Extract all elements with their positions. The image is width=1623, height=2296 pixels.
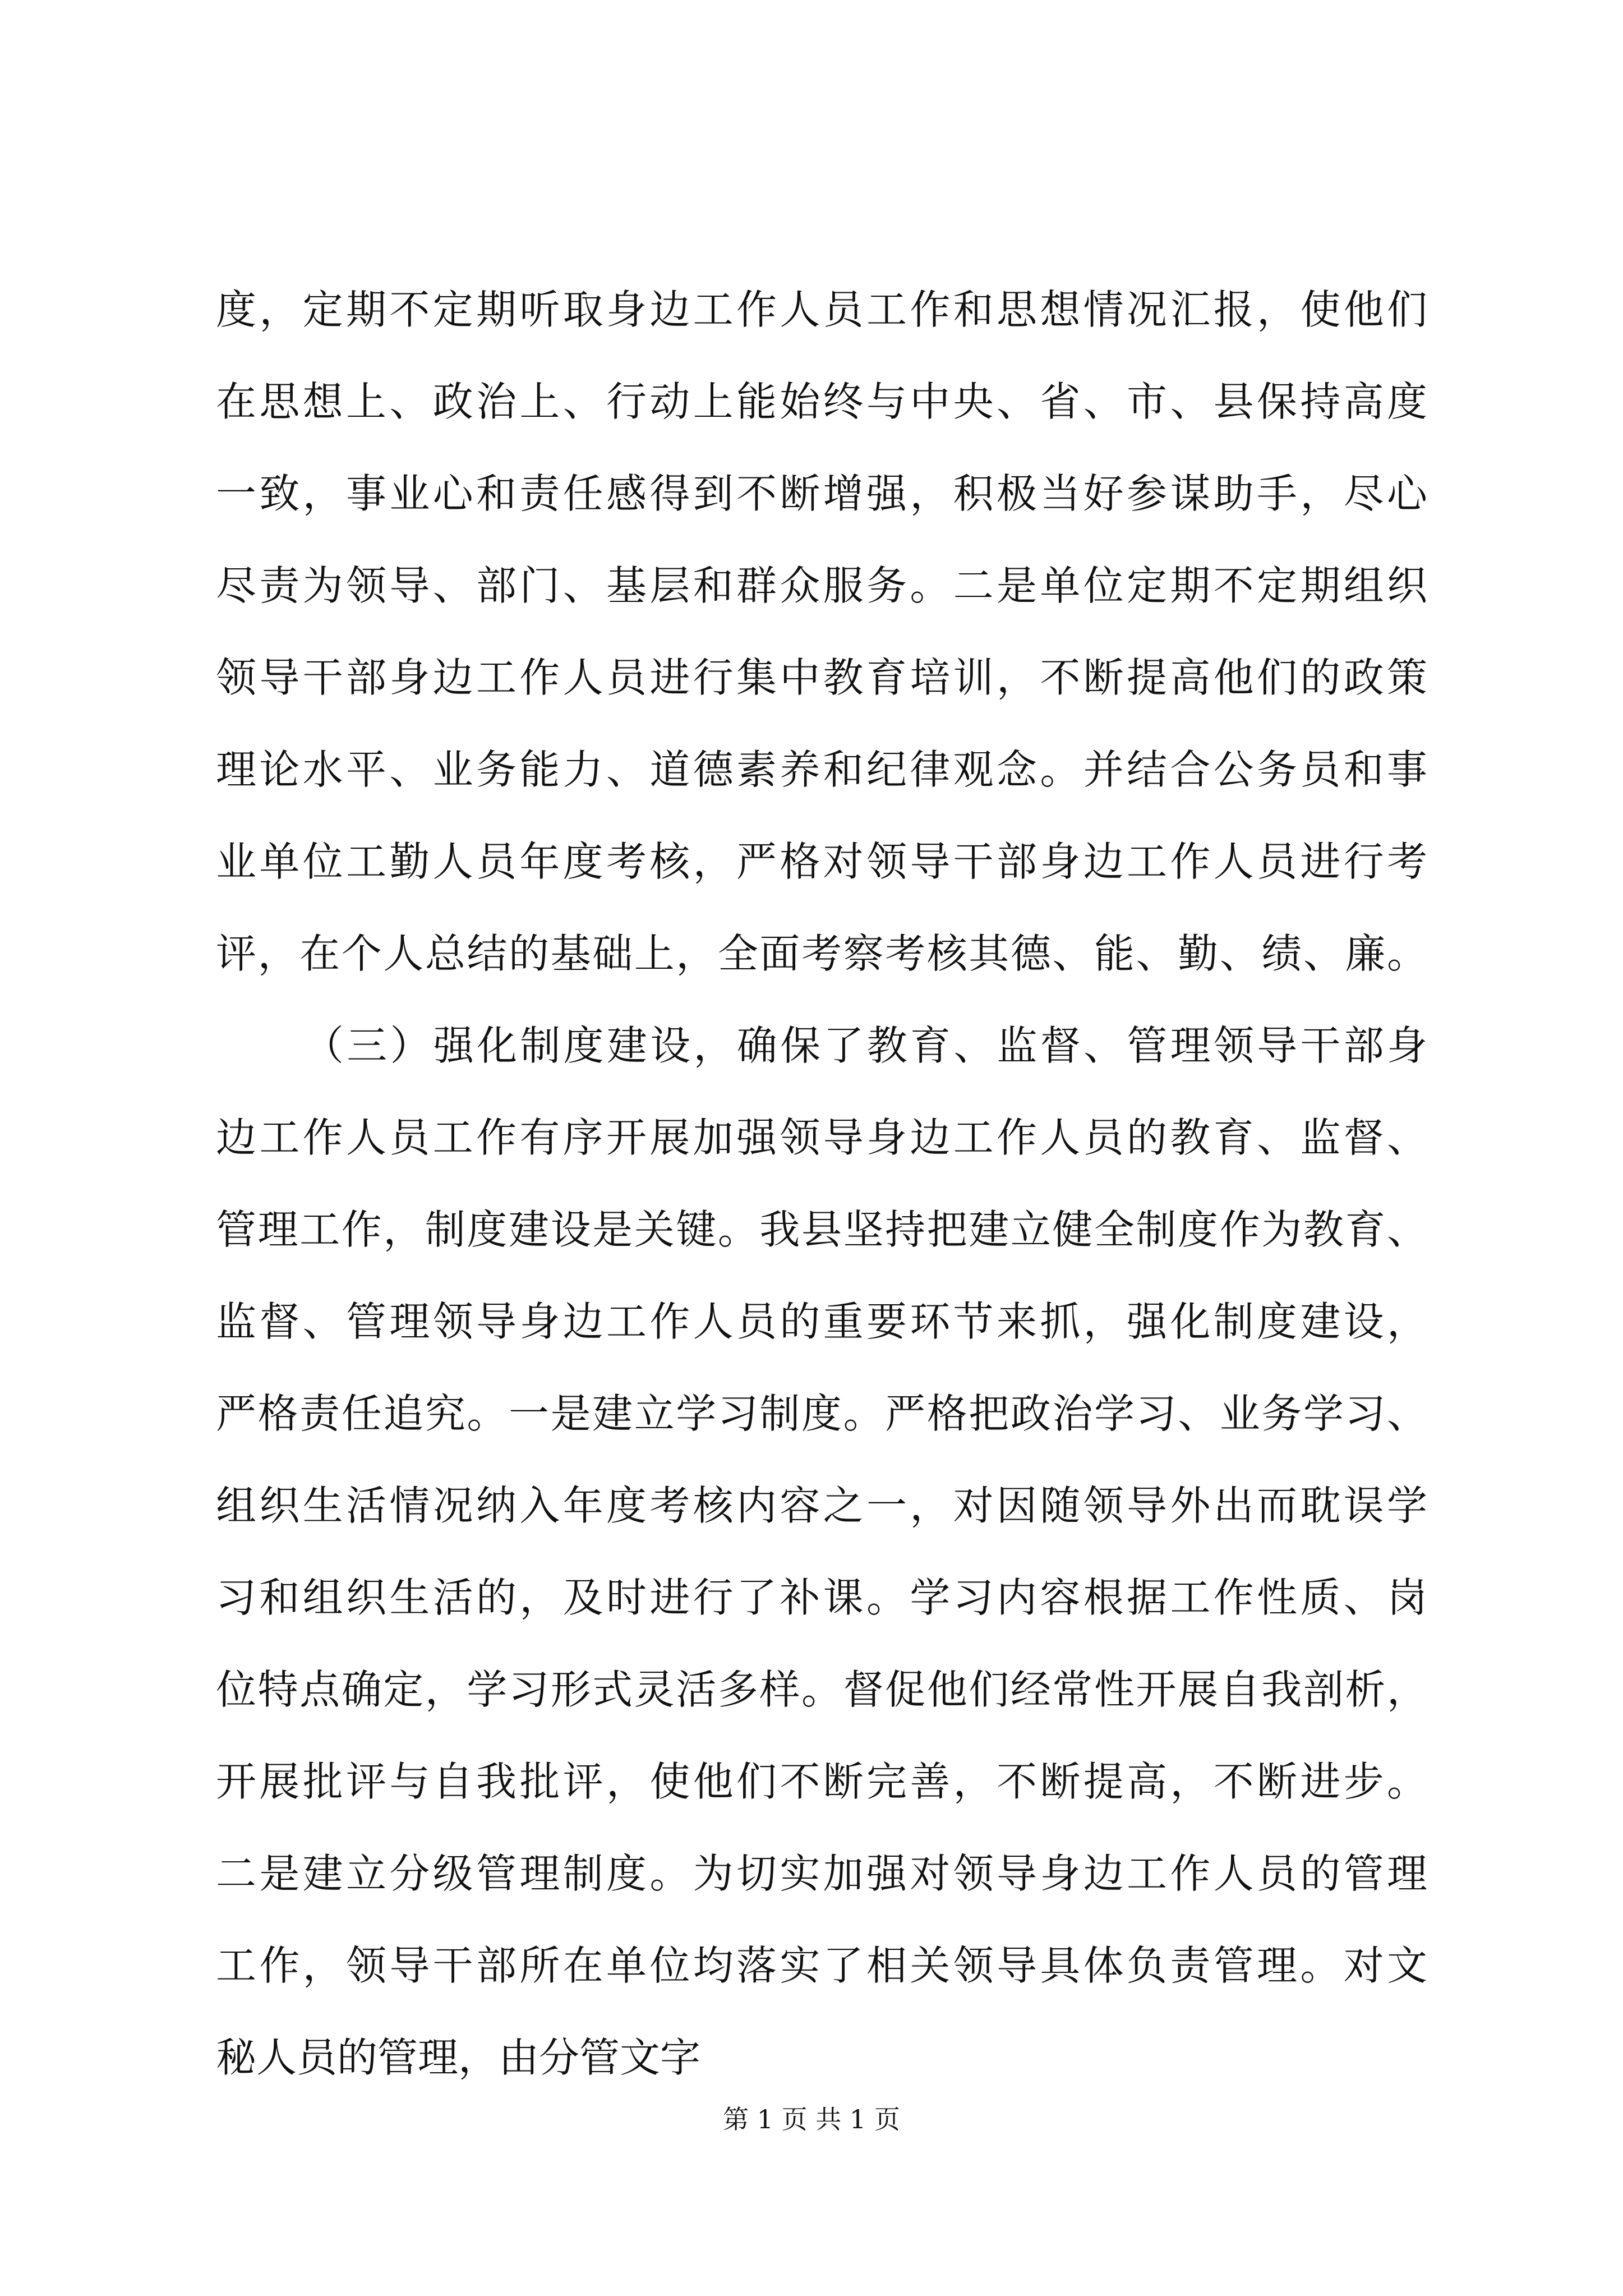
text-line: 秘人员的管理，由分管文字 xyxy=(216,2034,701,2081)
section-heading-line: （三）强化制度建设，确保了教育、监督、管理领导干部身 xyxy=(303,1022,1427,1069)
text-line: 尽责为领导、部门、基层和群众服务。二是单位定期不定期组织 xyxy=(216,562,1427,609)
text-line: 严格责任追究。一是建立学习制度。严格把政治学习、业务学习、 xyxy=(216,1390,1427,1437)
text-line: 业单位工勤人员年度考核，严格对领导干部身边工作人员进行考 xyxy=(216,838,1427,885)
text-line: 组织生活情况纳入年度考核内容之一，对因随领导外出而耽误学 xyxy=(216,1482,1427,1529)
page-footer xyxy=(0,2102,1623,2136)
text-line: 二是建立分级管理制度。为切实加强对领导身边工作人员的管理 xyxy=(216,1850,1427,1897)
text-line: 度，定期不定期听取身边工作人员工作和思想情况汇报，使他们 xyxy=(216,286,1427,333)
text-line: 习和组织生活的，及时进行了补课。学习内容根据工作性质、岗 xyxy=(216,1574,1427,1621)
text-line: 理论水平、业务能力、道德素养和纪律观念。并结合公务员和事 xyxy=(216,746,1427,793)
text-line: 监督、管理领导身边工作人员的重要环节来抓，强化制度建设， xyxy=(216,1298,1427,1345)
text-line: 开展批评与自我批评，使他们不断完善，不断提高，不断进步。 xyxy=(216,1758,1427,1805)
text-line: 工作，领导干部所在单位均落实了相关领导具体负责管理。对文 xyxy=(216,1942,1427,1989)
text-line: 一致，事业心和责任感得到不断增强，积极当好参谋助手，尽心 xyxy=(216,470,1427,517)
text-line: 领导干部身边工作人员进行集中教育培训，不断提高他们的政策 xyxy=(216,654,1427,701)
text-line: 管理工作，制度建设是关键。我县坚持把建立健全制度作为教育、 xyxy=(216,1206,1427,1253)
text-line: 在思想上、政治上、行动上能始终与中央、省、市、县保持高度 xyxy=(216,378,1427,425)
text-line: 边工作人员工作有序开展加强领导身边工作人员的教育、监督、 xyxy=(216,1114,1427,1161)
text-line: 位特点确定，学习形式灵活多样。督促他们经常性开展自我剖析， xyxy=(216,1666,1427,1713)
page-number: 第 1 页 共 1 页 xyxy=(723,2104,900,2134)
document-body xyxy=(216,264,1427,2104)
text-line: 评，在个人总结的基础上，全面考察考核其德、能、勤、绩、廉。 xyxy=(216,930,1427,977)
